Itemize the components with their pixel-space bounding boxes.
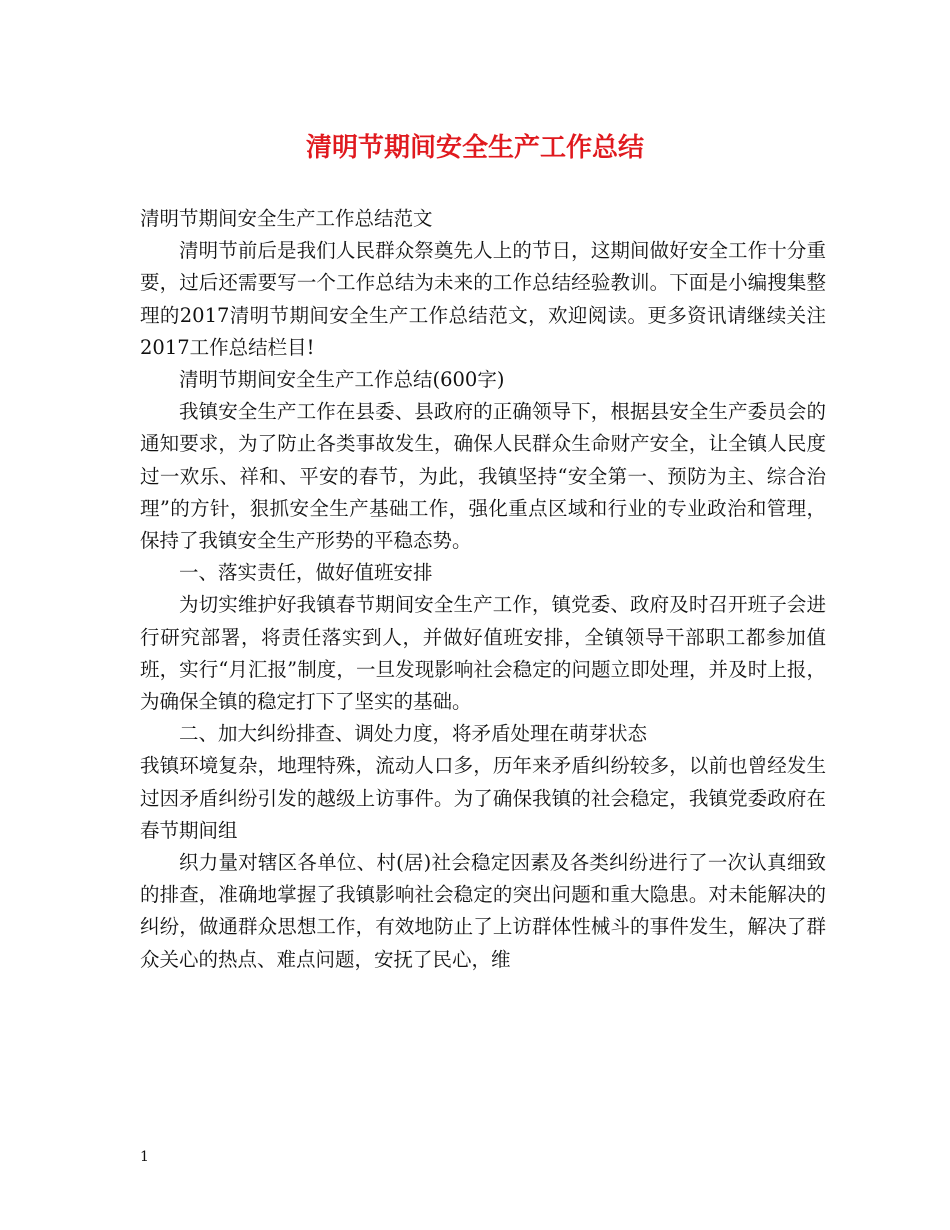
paragraph: 清明节期间安全生产工作总结范文 [140, 207, 433, 230]
page-number: 1 [140, 1149, 149, 1165]
document-title: 清明节期间安全生产工作总结 [305, 133, 644, 163]
paragraph: 清明节前后是我们人民群众祭奠先人上的节日，这期间做好安全工作十分重要，过后还需要写一个工作总结为未来的工作总结经验教训。下面是小编搜集整理的2017清明节期间安全生产工作总结范文，欢迎阅读。更多资讯请继续关注2017工作总结栏目! [140, 239, 826, 359]
paragraph: 清明节期间安全生产工作总结(600字) [179, 368, 505, 392]
section-heading: 一、落实责任，做好值班安排 [179, 561, 433, 585]
paragraph: 为切实维护好我镇春节期间安全生产工作，镇党委、政府及时召开班子会进行研究部署，将责任落实到人，并做好值班安排，全镇领导干部职工都参加值班，实行“月汇报”制度，一旦发现影响社会稳定的问题立即处理，并及时上报，为确保全镇的稳定打下了坚实的基础。 [140, 593, 826, 714]
paragraph: 我镇环境复杂，地理特殊，流动人口多，历年来矛盾纠纷较多，以前也曾经发生过因矛盾纠纷引发的越级上访事件。为了确保我镇的社会稳定，我镇党委政府在春节期间组 [140, 754, 826, 842]
section-heading: 二、加大纠纷排查、调处力度，将矛盾处理在萌芽状态 [179, 722, 648, 746]
document-body [140, 203, 826, 976]
paragraph: 织力量对辖区各单位、村(居)社会稳定因素及各类纠纷进行了一次认真细致的排查，准确地掌握了我镇影响社会稳定的突出问题和重大隐患。对未能解决的纠纷，做通群众思想工作，有效地防止了上访群体性械斗的事件发生，解决了群众关心的热点、难点问题，安抚了民心，维 [140, 851, 826, 971]
paragraph: 我镇安全生产工作在县委、县政府的正确领导下，根据县安全生产委员会的通知要求，为了防止各类事故发生，确保人民群众生命财产安全，让全镇人民度过一欢乐、祥和、平安的春节，为此，我镇坚持“安全第一、预防为主、综合治理”的方针，狠抓安全生产基础工作，强化重点区域和行业的专业政治和管理，保持了我镇安全生产形势的平稳态势。 [140, 400, 826, 553]
